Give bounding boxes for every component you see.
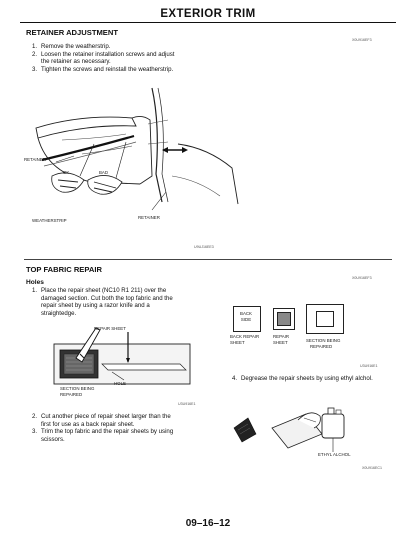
section-code: X0U916EF3 [352, 276, 372, 280]
page-title: EXTERIOR TRIM [160, 8, 256, 20]
figure-code: U9UJ16EE3 [194, 245, 214, 249]
step-item: 2. Loosen the retainer installation screws and adjust the retainer as necessary. [32, 50, 175, 66]
step-item: 3. Trim the top fabric and the repair sheets by using scissors. [32, 428, 174, 443]
label-side: SIDE [240, 317, 252, 322]
label-repair-sheet: REPAIR SHEET [94, 326, 126, 331]
fabric-steps-list-b [32, 413, 222, 443]
step-item: 4. Degrease the repair sheets by using ethyl alchol. [232, 375, 373, 382]
label-retainer-right: RETAINER [138, 215, 160, 220]
header-rule [20, 22, 396, 23]
section-divider [24, 259, 392, 260]
label-section-being: SECTION BEING [60, 386, 95, 391]
label-sheet: SHEET [230, 340, 245, 345]
label-hole: HOLE [114, 381, 126, 386]
repair-sheet-panel [273, 308, 295, 330]
label-sheet-2: SHEET [273, 340, 288, 345]
label-weatherstrip: WEATHERSTRIP [32, 218, 67, 223]
label-ok: OK [63, 170, 70, 175]
label-back: BACK [240, 311, 252, 316]
retainer-steps-list [32, 43, 232, 73]
figure-code: U3U916E1 [178, 402, 196, 406]
label-repaired: REPAIRED [60, 392, 83, 397]
degrease-illustration [230, 392, 380, 462]
figure-code: X0U916EC1 [362, 466, 382, 470]
label-repaired-right: REPAIRED [310, 344, 333, 349]
label-retainer-left: RETAINER [24, 157, 46, 162]
section-title-top-fabric-repair: TOP FABRIC REPAIR [26, 265, 102, 274]
page-number: 09–16–12 [185, 518, 231, 529]
section-being-repaired-panel [306, 304, 344, 334]
section-title-retainer-adjustment: RETAINER ADJUSTMENT [26, 28, 118, 37]
retainer-illustration [22, 84, 402, 234]
fabric-steps-list-c [232, 375, 412, 383]
figure-code: U3U916E1 [360, 364, 378, 368]
fabric-steps-list-a [32, 287, 222, 317]
subsection-title-holes: Holes [26, 279, 44, 286]
label-section-being-right: SECTION BEING [306, 338, 341, 343]
step-item: 1. Place the repair sheet (NC10 R1 211) over the damaged section. Cut both the top fabric and the repair sheet by using a razor knife and a straightedge. [32, 287, 173, 317]
step-item: 1. Remove the weatherstrip. [32, 43, 111, 50]
label-repair: REPAIR [273, 334, 290, 339]
label-bad: BAD [99, 170, 109, 175]
label-ethyl-alchol: ETHYL ALCHOL [318, 452, 351, 457]
step-item: 2. Cut another piece of repair sheet larger than the first for use as a back repair sheet. [32, 413, 171, 428]
section-code: X0U916EF3 [352, 38, 372, 42]
step-item: 3. Tighten the screws and reinstall the weatherstrip. [32, 65, 174, 73]
label-back-repair: BACK REPAIR [230, 334, 260, 339]
